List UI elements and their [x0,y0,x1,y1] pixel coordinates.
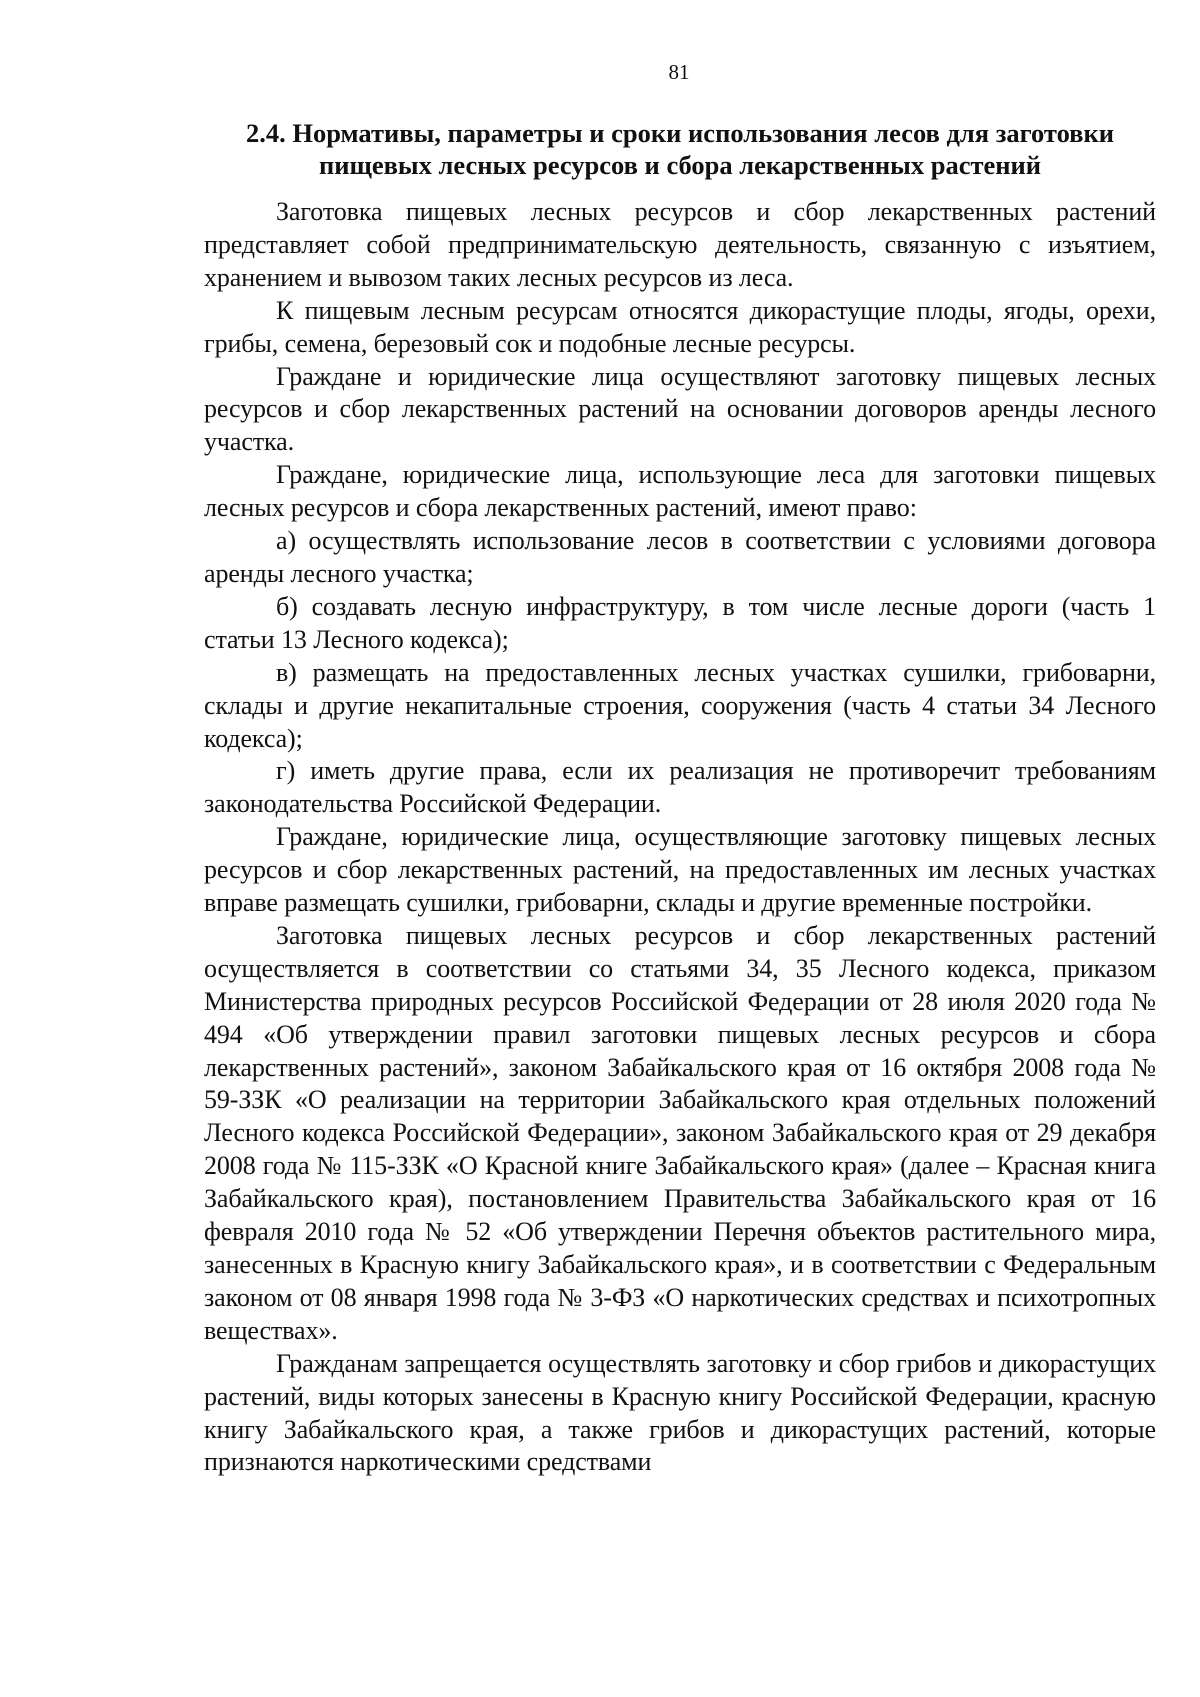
section-heading [204,117,1156,181]
paragraph-food-resources: К пищевым лесным ресурсам относятся дикорастущие плоды, ягоды, орехи, грибы, семена, березовый сок и подобные лесные ресурсы. [204,295,1156,358]
paragraph-lease-basis: Граждане и юридические лица осуществляют заготовку пищевых лесных ресурсов и сбор лекарственных растений на основании договоров аренды лесного участка. [204,361,1156,457]
list-item-right-b: б) создавать лесную инфраструктуру, в том числе лесные дороги (часть 1 статьи 13 Лесного кодекса); [204,591,1156,654]
paragraph-harvesting-definition: Заготовка пищевых лесных ресурсов и сбор лекарственных растений представляет собой предпринимательскую деятельность, связанную с изъятием, хранением и вывозом таких лесных ресурсов из леса. [204,197,1156,292]
paragraph-rights-intro: Граждане, юридические лица, использующие леса для заготовки пищевых лесных ресурсов и сбора лекарственных растений, имеют право: [204,460,1156,523]
paragraph-legal-basis: Заготовка пищевых лесных ресурсов и сбор лекарственных растений осуществляется в соответствии со статьями 34, 35 Лесного кодекса, приказом Министерства природных ресурсов Российской Федерации от 28 июля 2020 года № 494 «Об утверждении правил заготовки пищевых лесных ресурсов и сбора лекарственных растений», законом Забайкальского края от 16 октября 2008 года № 59-ЗЗК «О реализации на территории Забайкальского края отдельных положений Лесного кодекса Российской Федерации», законом Забайкальского края от 29 декабря 2008 года № 115-ЗЗК «О Красной книге Забайкальского края» (далее – Красная книга Забайкальского края), постановлением Правительства Забайкальского края от 16 февраля 2010 года № 52 «Об утверждении Перечня объектов растительного мира, занесенных в Красную книгу Забайкальского края», и в соответствии с Федеральным законом от 08 января 1998 года № 3-ФЗ «О наркотических средствах и психотропных веществах». [204,920,1156,1345]
section-heading-line-1: 2.4. Нормативы, параметры и сроки использования лесов для заготовки [245,118,1115,148]
list-item-right-g: г) иметь другие права, если их реализация не противоречит требованиям законодательства Российской Федерации. [204,756,1156,819]
page-number: 81 [668,60,690,84]
body-text [204,196,1156,1479]
page-content [204,117,1156,1479]
list-item-right-a: а) осуществлять использование лесов в соответствии с условиями договора аренды лесного участка; [204,526,1156,588]
paragraph-temporary-buildings: Граждане, юридические лица, осуществляющие заготовку пищевых лесных ресурсов и сбор лекарственных растений, на предоставленных им лесных участках вправе размещать сушилки, грибоварни, склады и другие временные постройки. [204,822,1156,918]
paragraph-prohibitions: Гражданам запрещается осуществлять заготовку и сбор грибов и дикорастущих растений, виды которых занесены в Красную книгу Российской Федерации, красную книгу Забайкальского края, а также грибов и дикорастущих растений, которые признаются наркотическими средствами [204,1348,1156,1477]
list-item-right-v: в) размещать на предоставленных лесных участках сушилки, грибоварни, склады и другие некапитальные строения, сооружения (часть 4 статьи 34 Лесного кодекса); [204,657,1156,753]
section-heading-line-2: пищевых лесных ресурсов и сбора лекарственных растений [318,150,1042,180]
